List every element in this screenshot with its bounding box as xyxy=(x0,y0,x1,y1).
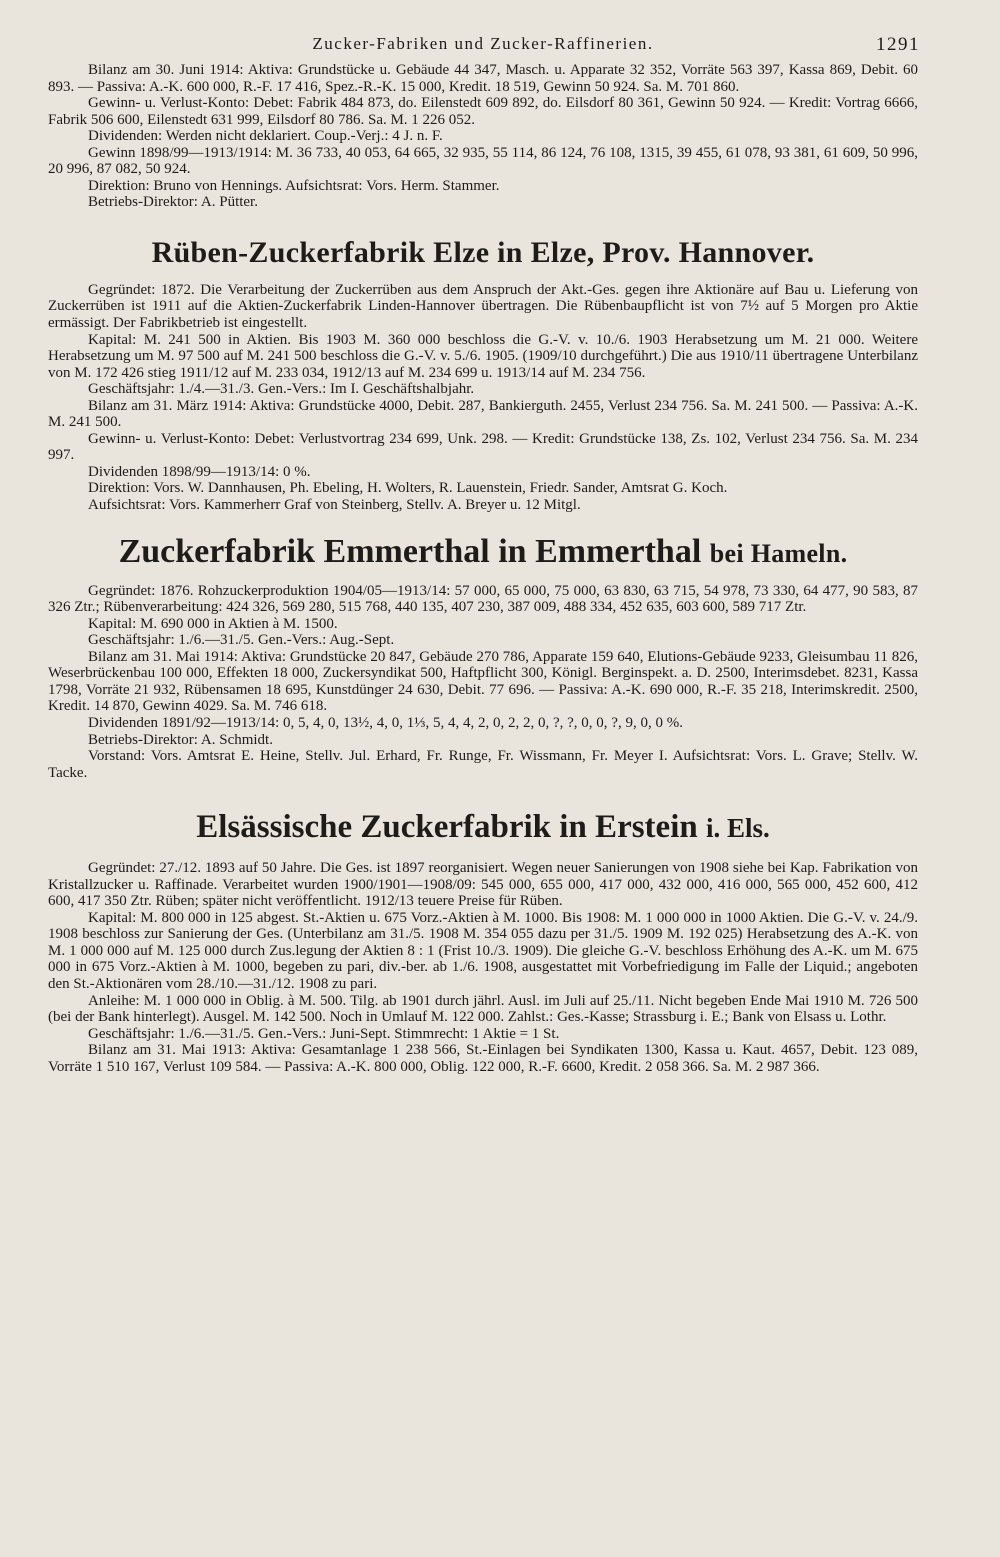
section-title-erstein xyxy=(48,809,918,846)
section-title-elze: Rüben-Zuckerfabrik Elze in Elze, Prov. Hannover. xyxy=(151,235,815,269)
paragraph-geschaeftsjahr: Geschäftsjahr: 1./6.—31./5. Gen.-Vers.: Juni-Sept. Stimmrecht: 1 Aktie = 1 St. xyxy=(88,1025,560,1042)
section-emmerthal xyxy=(48,583,918,782)
paragraph-gewinn-verlust: Gewinn- u. Verlust-Konto: Debet: Verlustvortrag 234 699, Unk. 298. — Kredit: Grundstücke 138, Zs. 102, Verlust 234 756. Sa. M. 234 997. xyxy=(48,430,918,464)
paragraph-dividenden: Dividenden 1898/99—1913/14: 0 %. xyxy=(88,463,311,480)
section-erstein xyxy=(48,860,918,1075)
paragraph-bilanz: Bilanz am 31. Mai 1914: Aktiva: Grundstücke 20 847, Gebäude 270 786, Apparate 159 640, Elutions-Gebäude 9233, Gleisumbau 11 826, Weserbrückenbau 100 000, Effekten 18 000, Zuckersyndikat 500, Haftpflicht 300, Königl. Berginspekt. a. D. 2500, Interimsdebet. 8231, Kassa 1798, Vorräte 21 932, Rübensamen 18 695, Kunstdünger 24 630, Debit. 77 696. — Passiva: A.-K. 690 000, R.-F. 35 218, Interimskredit. 2500, Kredit. 14 870, Gewinn 4029. Sa. M. 746 618. xyxy=(48,648,918,715)
paragraph-gewinn-verlust: Gewinn- u. Verlust-Konto: Debet: Fabrik 484 873, do. Eilenstedt 609 892, do. Eilsdorf 80 361, Gewinn 50 924. — Kredit: Vortrag 6666, Fabrik 506 600, Eilenstedt 631 999, Eilsdorf 80 786. Sa. M. 1 226 052. xyxy=(48,95,918,128)
paragraph-bilanz: Bilanz am 31. Mai 1913: Aktiva: Gesamtanlage 1 238 566, St.-Einlagen bei Syndikaten 1300, Kassa u. Kaut. 4657, Debit. 123 089, Vorräte 1 510 167, Verlust 109 584. — Passiva: A.-K. 800 000, Oblig. 122 000, R.-F. 6600, Kredit. 2 058 366. Sa. M. 2 987 366. xyxy=(48,1042,918,1075)
paragraph-dividenden: Dividenden: Werden nicht deklariert. Coup.-Verj.: 4 J. n. F. xyxy=(88,128,443,145)
paragraph-vorstand: Vorstand: Vors. Amtsrat E. Heine, Stellv. Jul. Erhard, Fr. Runge, Fr. Wissmann, Fr. Meyer I. Aufsichtsrat: Vors. L. Grave; Stellv. W. Tacke. xyxy=(48,748,918,781)
paragraph-aufsichtsrat: Aufsichtsrat: Vors. Kammerherr Graf von Steinberg, Stellv. A. Breyer u. 12 Mitgl. xyxy=(88,497,581,514)
paragraph-kapital: Kapital: M. 241 500 in Aktien. Bis 1903 M. 360 000 beschloss die G.-V. v. 10./6. 1903 Herabsetzung um M. 21 000. Weitere Herabsetzung um M. 97 500 auf M. 241 500 beschloss die G.-V. v. 5./6. 1905. (1909/10 durchgeführt.) Die aus 1910/11 übertragene Unterbilanz von M. 172 426 stieg 1911/12 auf M. 233 034, 1912/13 auf M. 234 699 u. 1913/14 auf M. 234 756. xyxy=(48,331,918,381)
paragraph-dividenden: Dividenden 1891/92—1913/14: 0, 5, 4, 0, 13½, 4, 0, 1⅓, 5, 4, 4, 2, 0, 2, 2, 0, ?, ?, 0, 0, ?, 9, 0, 0 %. xyxy=(88,714,683,731)
section-elze xyxy=(48,282,918,514)
paragraph-gegruendet: Gegründet: 27./12. 1893 auf 50 Jahre. Die Ges. ist 1897 reorganisiert. Wegen neuer Sanierungen von 1908 siehe bei Kap. Fabrikation von Kristallzucker u. Raffinade. Verarbeitet wurden 1900/1901—1908/09: 545 000, 655 000, 417 000, 432 000, 416 000, 565 000, 452 600, 412 600, 417 350 Ztr. Rüben; später nicht veröffentlicht. 1912/13 teuere Preise für Rüben. xyxy=(48,860,918,910)
paragraph-geschaeftsjahr: Geschäftsjahr: 1./4.—31./3. Gen.-Vers.: Im I. Geschäftshalbjahr. xyxy=(88,381,475,398)
paragraph-bilanz: Bilanz am 30. Juni 1914: Aktiva: Grundstücke u. Gebäude 44 347, Masch. u. Apparate 32 352, Vorräte 563 397, Kassa 869, Debit. 60 893. — Passiva: A.-K. 600 000, R.-F. 17 416, Spez.-R.-K. 15 000, Kredit. 18 519, Gewinn 50 924. Sa. M. 701 860. xyxy=(48,62,918,95)
section-previous-company xyxy=(48,62,918,211)
section-title-suffix: bei Hameln. xyxy=(709,538,848,568)
paragraph-betriebs-direktor: Betriebs-Direktor: A. Schmidt. xyxy=(88,731,273,748)
section-title-emmerthal xyxy=(48,534,918,571)
paragraph-kapital: Kapital: M. 690 000 in Aktien à M. 1500. xyxy=(88,615,338,632)
paragraph-gegruendet: Gegründet: 1872. Die Verarbeitung der Zuckerrüben aus dem Anspruch der Akt.-Ges. gegen ihre Aktionäre auf Bau u. Lieferung von Zuckerrüben ist 1911 auf die Aktien-Zuckerfabrik Linden-Hannover übertragen. Die Rübenbaupflicht ist von 7½ auf 5 Morgen pro Aktie ermässigt. Der Fabrikbetrieb ist eingestellt. xyxy=(48,281,918,332)
page-number: 1291 xyxy=(876,34,920,55)
paragraph-betriebs-direktor: Betriebs-Direktor: A. Pütter. xyxy=(88,194,258,211)
paragraph-bilanz: Bilanz am 31. März 1914: Aktiva: Grundstücke 4000, Debit. 287, Bankierguth. 2455, Verlust 234 756. Sa. M. 241 500. — Passiva: A.-K. M. 241 500. xyxy=(48,397,918,431)
paragraph-kapital: Kapital: M. 800 000 in 125 abgest. St.-Aktien u. 675 Vorz.-Aktien à M. 1000. Bis 1908: M. 1 000 000 in 1000 Aktien. Die G.-V. v. 24./9. 1908 beschloss zur Sanierung der Ges. (Unterbilanz am 31./5. 1908 M. 354 055 dazu per 31./5. 1909 M. 192 025) Herabsetzung des A.-K. von M. 1 000 000 auf M. 125 000 durch Zus.legung der Aktien 8 : 1 (Frist 10./3. 1909). Die gleiche G.-V. beschloss Erhöhung des A.-K. um M. 675 000 in 675 Vorz.-Aktien à M. 1000, begeben zu pari, div.-ber. ab 1./6. 1908, ausgestattet mit Vorbefriedigung im Falle der Liquid.; angeboten den St.-Aktionären vom 28./10.—31./12. 1908 zu pari. xyxy=(48,909,918,992)
paragraph-anleihe: Anleihe: M. 1 000 000 in Oblig. à M. 500. Tilg. ab 1901 durch jährl. Ausl. im Juli auf 25./11. Nicht begeben Ende Mai 1910 M. 726 500 (bei der Bank hinterlegt). Ausgel. M. 142 500. Noch in Umlauf M. 122 000. Zahlst.: Ges.-Kasse; Strassburg i. E.; Bank von Elsass u. Lothr. xyxy=(48,992,918,1026)
running-title: Zucker-Fabriken und Zucker-Raffinerien. xyxy=(312,34,654,53)
paragraph-gegruendet: Gegründet: 1876. Rohzuckerproduktion 1904/05—1913/14: 57 000, 65 000, 75 000, 63 830, 63 715, 54 978, 73 330, 64 477, 90 583, 87 326 Ztr.; Rübenverarbeitung: 424 326, 569 280, 515 768, 440 135, 407 230, 387 009, 488 334, 452 635, 603 600, 589 717 Ztr. xyxy=(48,582,918,616)
running-head xyxy=(48,34,918,62)
paragraph-direktion: Direktion: Vors. W. Dannhausen, Ph. Ebeling, H. Wolters, R. Lauenstein, Friedr. Sander, Amtsrat G. Koch. xyxy=(88,480,728,497)
paragraph-gewinn-jahre: Gewinn 1898/99—1913/1914: M. 36 733, 40 053, 64 665, 32 935, 55 114, 86 124, 76 108, 1315, 39 455, 61 078, 93 381, 61 609, 50 996, 20 996, 87 082, 50 924. xyxy=(48,144,918,178)
section-title-suffix: i. Els. xyxy=(705,813,770,844)
paragraph-direktion: Direktion: Bruno von Hennings. Aufsichtsrat: Vors. Herm. Stammer. xyxy=(88,177,500,194)
section-title-main: Zuckerfabrik Emmerthal in Emmerthal xyxy=(118,532,702,570)
paragraph-geschaeftsjahr: Geschäftsjahr: 1./6.—31./5. Gen.-Vers.: Aug.-Sept. xyxy=(88,632,395,649)
section-title-main: Elsässische Zuckerfabrik in Erstein xyxy=(196,809,698,846)
